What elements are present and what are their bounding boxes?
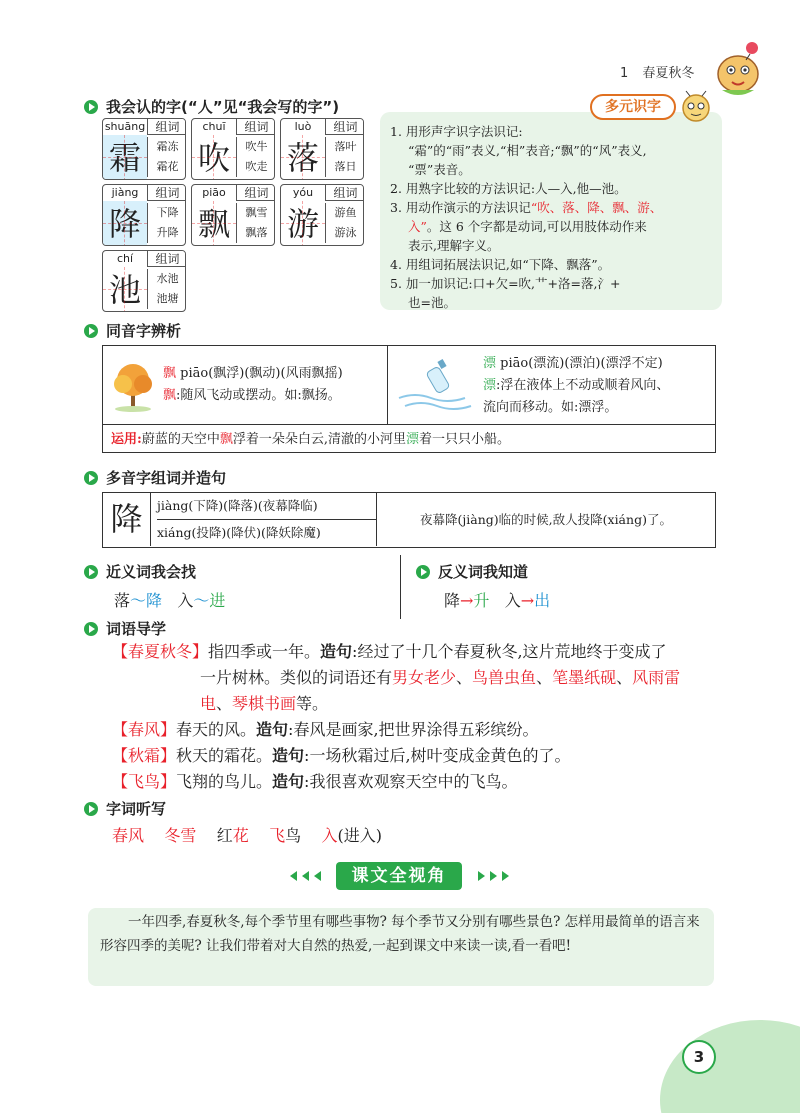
tip-3-verbs: “吹、落、降、飘、游、 (530, 200, 663, 215)
section-title-recognize (84, 96, 339, 117)
card-word-1: 下降 (147, 203, 186, 223)
section-title-synonym (84, 561, 196, 582)
card-word-2: 升降 (147, 223, 186, 243)
vocab-definition: 秋天的霜花。 (176, 746, 273, 765)
tilde-symbol: ～ (193, 591, 210, 610)
piao2-char: 漂 (483, 356, 497, 371)
piao1-meaning-line (163, 386, 341, 406)
card-zuci-label: 组词 (147, 185, 186, 201)
homophone-table (102, 345, 716, 453)
card-zuci-label: 组词 (147, 119, 186, 135)
memory-tips-box (380, 112, 722, 310)
separator: 、 (616, 668, 633, 687)
antonym-pairs (444, 589, 550, 613)
vocab-example: :我很喜欢观察天空中的飞鸟。 (304, 772, 518, 791)
piao1-char-2: 飘 (163, 388, 177, 403)
ant-word-4: 出 (534, 591, 551, 610)
column-divider (400, 555, 401, 619)
line-end: 等。 (296, 694, 329, 713)
page-number: 3 (682, 1040, 716, 1074)
similar-word: 风雨雷 (632, 668, 681, 687)
card-word-1: 吹牛 (236, 137, 275, 157)
piao1-meaning: :随风飞动或摆动。如:飘扬。 (176, 388, 341, 403)
arrow-icon: → (520, 591, 535, 610)
tip-4: 4. 用组词拓展法识记,如“下降、飘落”。 (390, 257, 611, 272)
ant-word-2: 升 (473, 591, 490, 610)
play-bullet-icon (416, 565, 430, 579)
char-card-chi (102, 250, 186, 312)
lesson-intro-box: 一年四季,春夏秋冬,每个季节里有哪些事物? 每个季节又分别有哪些景色? 怎样用最简单的语言来形容四季的美呢? 让我们带着对大自然的热爱,一起到课文中来读一读,看一看吧! (88, 908, 714, 986)
vocab-example: :春风是画家,把世界涂得五彩缤纷。 (288, 720, 539, 739)
card-word-2: 落日 (325, 157, 364, 177)
card-pinyin: luò (294, 120, 312, 133)
tip-1-detail-2: “票”表音。 (408, 162, 471, 177)
table-divider-vertical (387, 346, 388, 424)
ant-word-3: 入 (504, 591, 521, 610)
tip-5: 5. 加一加识记:口+欠=吹,艹+洛=落,氵+ (390, 276, 621, 291)
section-title-text: 词语导学 (106, 620, 167, 638)
card-zuci-label: 组词 (325, 185, 364, 201)
right-triangle-icon (502, 871, 509, 881)
card-word-1: 水池 (147, 269, 186, 289)
tip-3-text: 3. 用动作演示的方法识记 (390, 200, 531, 215)
example-label: 造句 (320, 642, 353, 661)
play-bullet-icon (84, 565, 98, 579)
section-title-antonym (416, 561, 528, 582)
piao1-words: piāo(飘浮)(飘动)(风雨飘摇) (180, 366, 343, 381)
section-title-dictation (84, 798, 166, 819)
vocab-definition: 飞翔的鸟儿。 (176, 772, 273, 791)
tip-1: 1. 用形声字识字法识记: (390, 124, 523, 139)
card-zuci-label: 组词 (236, 119, 275, 135)
card-hanzi: 降 (103, 201, 147, 246)
similar-word-end: 电 (200, 694, 217, 713)
tip-3-line3: 表示,理解字义。 (408, 238, 500, 253)
char-card-chui (191, 118, 275, 180)
autumn-tree-icon (109, 358, 157, 414)
synonym-pairs (114, 589, 225, 613)
section-title-homophone (84, 320, 181, 341)
usage-char-1: 飘 (219, 432, 233, 447)
separator: 、 (456, 668, 473, 687)
separator: 、 (216, 694, 233, 713)
vocab-definition: 指四季或一年。 (208, 642, 321, 661)
card-word-2: 飘落 (236, 223, 275, 243)
char-card-shuang (102, 118, 186, 180)
card-hanzi: 池 (103, 267, 147, 312)
usage-char-2: 漂 (405, 432, 419, 447)
floating-bottle-icon (395, 354, 475, 414)
section-title-text: 近义词我会找 (106, 563, 197, 581)
card-hanzi: 飘 (192, 201, 236, 246)
vocab-term: 【飞鸟】 (112, 772, 177, 791)
mascot-icon (712, 38, 764, 98)
tip-3-text-2: 。这 6 个字都是动词,可以用肢体动作来 (426, 219, 647, 234)
reading-xiang: xiáng(投降)(降伏)(降妖除魔) (157, 525, 321, 540)
tip-3-line2 (390, 217, 712, 236)
card-word-2: 池塘 (147, 289, 186, 309)
corner-decoration (660, 1020, 800, 1113)
dictation-word-part: 入 (321, 826, 338, 845)
card-pinyin: jiàng (111, 186, 139, 199)
example-label: 造句 (256, 720, 289, 739)
vocab-entry-1 (112, 640, 732, 664)
similar-word: 男女老少 (392, 668, 457, 687)
similar-word: 琴棋书画 (232, 694, 297, 713)
piao2-meaning-line (483, 376, 669, 396)
vocab-entry-3 (112, 744, 571, 768)
usage-line (111, 430, 510, 450)
tip-1-detail: “霜”的“雨”表义,“相”表音;“飘”的“风”表义, (408, 143, 647, 158)
page-header (620, 62, 694, 81)
section-title-text: 我会认的字(“人”见“我会写的字”) (106, 98, 340, 116)
polyphone-char: 降 (103, 493, 151, 546)
tip-5-line2: 也=池。 (408, 295, 456, 310)
card-hanzi: 吹 (192, 135, 236, 180)
right-triangle-icon (478, 871, 485, 881)
snail-mascot-icon (676, 90, 716, 124)
section-title-text: 同音字辨析 (106, 322, 182, 340)
card-word-1: 霜冻 (147, 137, 186, 157)
vocab-term: 【春夏秋冬】 (112, 642, 209, 661)
ant-word-1: 降 (444, 591, 461, 610)
section-title-text: 反义词我知道 (438, 563, 529, 581)
play-bullet-icon (84, 471, 98, 485)
char-card-jiang (102, 184, 186, 246)
card-hanzi: 霜 (103, 135, 147, 180)
card-pinyin: chí (116, 252, 134, 265)
section-banner: 课文全视角 (336, 862, 462, 890)
card-word-1: 落叶 (325, 137, 364, 157)
play-bullet-icon (84, 622, 98, 636)
card-pinyin: yóu (292, 186, 314, 199)
syn-word-2: 降 (146, 591, 163, 610)
card-pinyin: shuāng (104, 120, 146, 133)
char-card-luo (280, 118, 364, 180)
card-pinyin: piāo (202, 186, 226, 199)
card-word-2: 游泳 (325, 223, 364, 243)
usage-label: 运用: (111, 432, 142, 447)
vocab-example: :一场秋霜过后,树叶变成金黄色的了。 (304, 746, 571, 765)
card-hanzi: 游 (281, 201, 325, 246)
vocab-entry-1-line3 (200, 692, 328, 716)
example-label: 造句 (272, 746, 305, 765)
syn-word-3: 入 (177, 591, 194, 610)
vocab-entry-2 (112, 718, 539, 742)
reading-jiang: jiàng(下降)(降落)(夜幕降临) (157, 493, 376, 520)
play-bullet-icon (84, 100, 98, 114)
syn-word-1: 落 (114, 591, 131, 610)
chapter-title: 春夏秋冬 (642, 66, 695, 81)
polyphone-readings (151, 493, 377, 546)
section-title-vocab (84, 618, 166, 639)
piao2-meaning: :浮在液体上不动或顺着风向、 (496, 378, 670, 393)
dictation-words (112, 824, 382, 848)
vocab-term: 【春风】 (112, 720, 177, 739)
card-word-1: 游鱼 (325, 203, 364, 223)
piao1-definition-line (163, 364, 343, 384)
tip-3-verbs-end: 入” (408, 219, 427, 234)
tip-3 (390, 198, 712, 217)
card-word-1: 飘雪 (236, 203, 275, 223)
usage-text-b: 浮着一朵朵白云,清澈的小河里 (232, 432, 406, 447)
card-zuci-label: 组词 (325, 119, 364, 135)
vocab-definition: 春天的风。 (176, 720, 257, 739)
piao1-char: 飘 (163, 366, 177, 381)
piao2-char-2: 漂 (483, 378, 497, 393)
dictation-word-part: (进入) (337, 826, 382, 845)
char-card-piao (191, 184, 275, 246)
char-card-you (280, 184, 364, 246)
vocab-entry-4 (112, 770, 517, 794)
polyphone-table (102, 492, 716, 548)
usage-text-a: 蔚蓝的天空中 (141, 432, 220, 447)
card-word-2: 霜花 (147, 157, 186, 177)
left-triangle-icon (314, 871, 321, 881)
similar-word: 鸟兽虫鱼 (472, 668, 537, 687)
chapter-number: 1 (620, 66, 629, 81)
card-zuci-label: 组词 (236, 185, 275, 201)
tips-title-badge: 多元识字 (590, 94, 676, 120)
vocab-example: :经过了十几个春夏秋冬,这片荒地终于变成了 (352, 642, 667, 661)
vocab-term: 【秋霜】 (112, 746, 177, 765)
play-bullet-icon (84, 802, 98, 816)
card-word-2: 吹走 (236, 157, 275, 177)
usage-text-d: 着一只只小船。 (419, 432, 511, 447)
piao2-definition-line (483, 354, 663, 374)
tilde-symbol: ～ (130, 591, 147, 610)
card-hanzi: 落 (281, 135, 325, 180)
left-triangle-icon (290, 871, 297, 881)
play-bullet-icon (84, 324, 98, 338)
dictation-word-part: 飞 (269, 826, 286, 845)
card-zuci-label: 组词 (147, 251, 186, 267)
section-title-polyphone (84, 467, 226, 488)
piao2-words: piāo(漂流)(漂泊)(漂浮不定) (500, 356, 663, 371)
section-title-text: 字词听写 (106, 800, 167, 818)
similar-word: 笔墨纸砚 (552, 668, 617, 687)
section-title-text: 多音字组词并造句 (106, 469, 227, 487)
similar-words-intro: 一片树林。类似的词语还有 (200, 668, 393, 687)
dictation-word-part: 红 (216, 826, 233, 845)
syn-word-4: 进 (209, 591, 226, 610)
dictation-word: 春风 (112, 826, 145, 845)
dictation-word-part: 花 (232, 826, 249, 845)
card-pinyin: chuī (202, 120, 226, 133)
piao2-meaning-line-2: 流向而移动。如:漂浮。 (483, 400, 618, 415)
vocab-entry-1-line2 (200, 666, 680, 690)
separator: 、 (536, 668, 553, 687)
tip-2: 2. 用熟字比较的方法识记:人—入,他—池。 (390, 181, 627, 196)
table-divider-horizontal (103, 424, 715, 425)
dictation-word-part: 鸟 (285, 826, 302, 845)
arrow-icon: → (460, 591, 474, 610)
right-triangle-icon (490, 871, 497, 881)
left-triangle-icon (302, 871, 309, 881)
polyphone-sentence: 夜幕降(jiàng)临的时候,敌人投降(xiáng)了。 (420, 512, 672, 527)
dictation-word: 冬雪 (164, 826, 197, 845)
example-label: 造句 (272, 772, 305, 791)
